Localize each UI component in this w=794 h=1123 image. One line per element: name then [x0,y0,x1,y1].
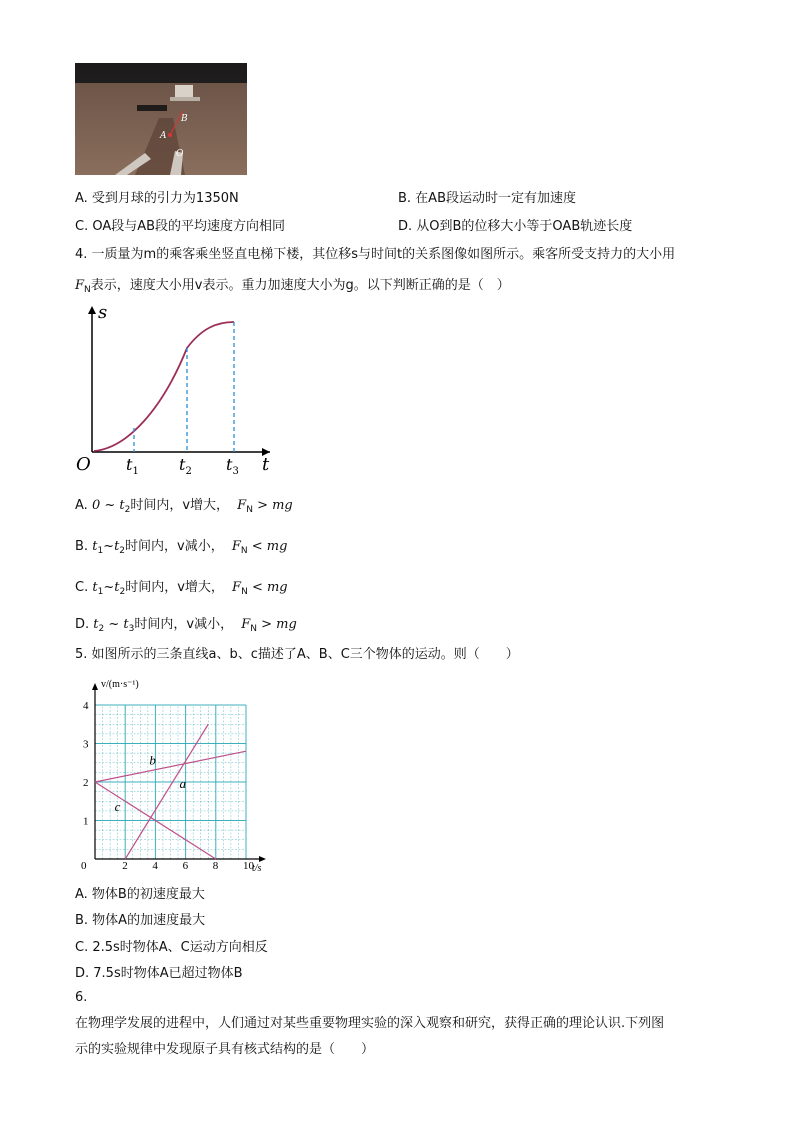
y-axis-label: v/(m·s⁻¹) [101,679,139,690]
q4-option-b[interactable]: B. $t_1\sim t_2$时间内，v减小， $F_N$ < mg [75,539,288,556]
q5-stem: 5. 如图所示的三条直线a、b、c描述了A、B、C三个物体的运动。则（ ） [75,647,519,662]
x-tick-label: 8 [212,860,219,872]
q4-s-t-graph [72,300,282,478]
chart-grid [95,705,246,859]
q5-option-c[interactable]: C. 2.5s时物体A、C运动方向相反 [75,940,268,955]
q4-graph-origin: O [76,454,91,475]
q5-option-b[interactable]: B. 物体A的加速度最大 [75,913,206,928]
q3-option-c[interactable]: C. OA段与AB段的平均速度方向相同 [75,219,286,234]
x-axis-arrow [259,856,266,862]
q5-v-t-chart [70,672,275,877]
photo-label-a: A [160,131,167,141]
q6-number: 6. [75,990,88,1005]
x-tick-label: 4 [152,860,158,872]
y-axis-arrow [92,683,98,690]
q5-option-d[interactable]: D. 7.5s时物体A已超过物体B [75,966,243,981]
photo-label-b: B [181,114,188,124]
series-label-c: c [114,798,121,814]
q4-graph-t1: $t_1$ [126,455,139,477]
q4-option-d[interactable]: D. $t_2$ ~ $t_3$时间内，v减小， $F_N$ > mg [75,617,297,634]
q4-option-c[interactable]: C. $t_1\sim t_2$时间内，v增大， $F_N$ < mg [75,580,288,597]
q5-option-a[interactable]: A. 物体B的初速度最大 [75,887,205,902]
q4-graph-t2: $t_2$ [179,455,192,477]
chart-labels [81,679,262,874]
q6-stem-line1: 在物理学发展的进程中，人们通过对某些重要物理实验的深入观察和研究，获得正确的理论认识.下列图 [75,1016,665,1031]
q4-graph-y-label: s [98,302,108,323]
q3-option-b[interactable]: B. 在AB段运动时一定有加速度 [398,191,576,206]
x-tick-label: 6 [182,860,189,872]
y-tick-label: 3 [83,738,89,751]
x-tick-label: 10 [243,860,254,872]
q4-stem-line2: $F_N$表示，速度大小用v表示。重力加速度大小为g。以下判断正确的是（ ） [75,278,510,295]
y-tick-label: 2 [83,777,89,789]
q3-option-d[interactable]: D. 从O到B的位移大小等于OAB轨迹长度 [398,219,633,234]
x-tick-label: 0 [81,860,87,872]
q4-graph-t3: $t_3$ [226,455,239,477]
x-tick-label: 2 [122,860,128,872]
lunar-rover-photo [75,63,247,175]
photo-label-o: O [176,149,184,159]
q4-option-a[interactable]: A. 0 ~ $t_2$时间内，v增大， $F_N$ > mg [75,498,293,515]
y-tick-label: 4 [83,700,89,712]
y-tick-label: 1 [83,815,89,828]
q6-stem-line2: 示的实验规律中发现原子具有核式结构的是（ ） [75,1042,375,1057]
q3-option-a[interactable]: A. 受到月球的引力为1350N [75,191,239,206]
q4-graph-x-label: t [262,454,270,475]
q4-stem-line1: 4. 一质量为m的乘客乘坐竖直电梯下楼，其位移s与时间t的关系图像如图所示。乘客所受支持力的大小用 [75,247,676,262]
series-label-a: a [179,775,187,791]
series-label-b: b [149,752,156,768]
x-axis-label: t/s [252,863,262,874]
